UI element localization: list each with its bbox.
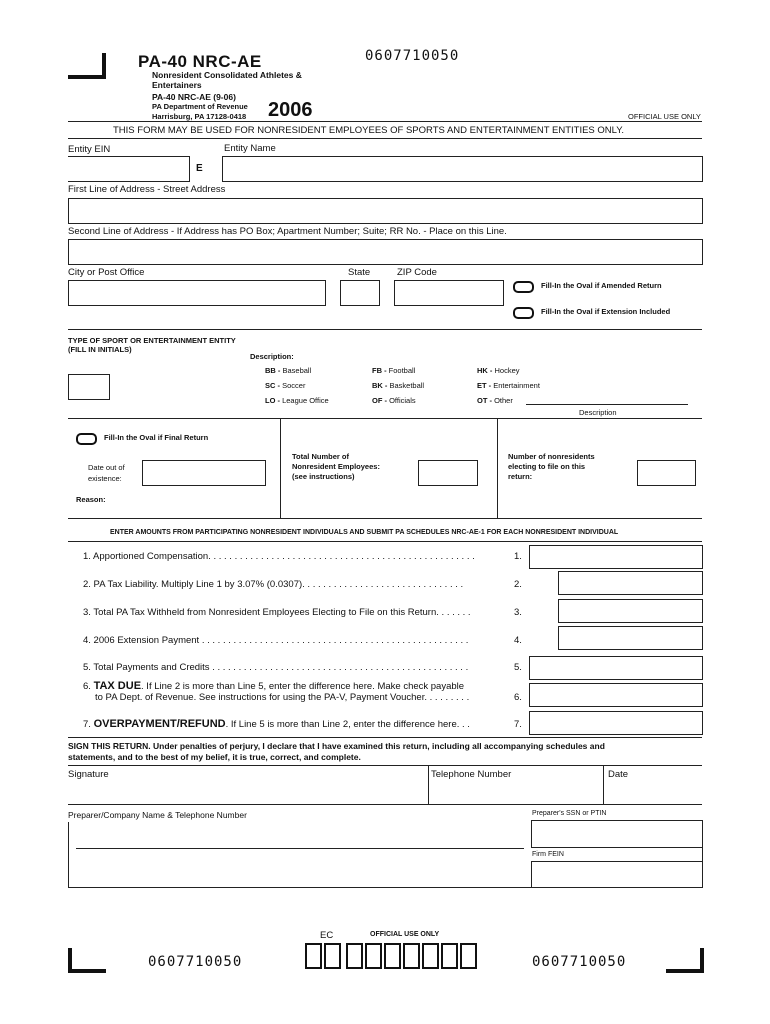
electing-label1: Number of nonresidents — [508, 452, 595, 461]
line1-amount-field[interactable] — [529, 545, 703, 569]
sign-box-top — [68, 765, 702, 766]
code-hockey: HK - Hockey — [477, 366, 520, 375]
preparer-label: Preparer/Company Name & Telephone Number — [68, 810, 247, 820]
official-use-box-5 — [422, 943, 439, 969]
total-nonres-label3: (see instructions) — [292, 472, 355, 481]
amended-return-label: Fill-In the Oval if Amended Return — [541, 281, 662, 290]
sport-initials-field[interactable] — [68, 374, 110, 400]
zip-label: ZIP Code — [397, 267, 437, 278]
ptin-field[interactable] — [531, 820, 703, 848]
official-use-box-3 — [384, 943, 401, 969]
line2-number: 2. — [514, 579, 522, 590]
line6-number: 6. — [514, 692, 522, 703]
section-rule-sport — [68, 329, 702, 330]
line4-number: 4. — [514, 635, 522, 646]
header-rule — [68, 121, 702, 122]
preparer-name-line — [76, 848, 524, 849]
line4-text: 4. 2006 Extension Payment . . . . . . . . . . . . . . . . . . . . . . . . . . . . . . . . . . . . . . . . . . . . . . . . . . . — [83, 635, 469, 646]
line7-number: 7. — [514, 719, 522, 730]
fein-field[interactable] — [531, 861, 703, 888]
other-description-line[interactable] — [526, 404, 688, 405]
notice-rule — [68, 138, 702, 139]
sport-heading: TYPE OF SPORT OR ENTERTAINMENT ENTITY — [68, 336, 236, 345]
telephone-label: Telephone Number — [431, 769, 512, 780]
sport-heading-sub: (FILL IN INITIALS) — [68, 345, 132, 354]
zip-field[interactable] — [394, 280, 504, 306]
code-basketball: BK - Basketball — [372, 381, 425, 390]
code-baseball: BB - Baseball — [265, 366, 312, 375]
code-soccer: SC - Soccer — [265, 381, 306, 390]
address1-field[interactable] — [68, 198, 703, 224]
code-football: FB - Football — [372, 366, 416, 375]
line1-number: 1. — [514, 551, 522, 562]
signature-divider-1 — [428, 765, 429, 804]
date-field[interactable] — [605, 780, 702, 802]
official-use-box-6 — [441, 943, 458, 969]
line6-text-cont: to PA Dept. of Revenue. See instructions for using the PA-V, Payment Voucher. . . . . . . . . — [95, 692, 470, 703]
line5-amount-field[interactable] — [529, 656, 703, 680]
scan-code-bottom-right: 0607710050 — [532, 954, 627, 970]
line5-number: 5. — [514, 662, 522, 673]
electing-label3: return: — [508, 472, 533, 481]
date-out-label1: Date out of — [88, 463, 125, 472]
address1-label: First Line of Address - Street Address — [68, 184, 226, 195]
sign-rule — [68, 737, 702, 738]
line3-number: 3. — [514, 607, 522, 618]
official-use-top: OFFICIAL USE ONLY — [628, 112, 701, 121]
reason-label: Reason: — [76, 495, 106, 504]
line7-text: 7. OVERPAYMENT/REFUND. If Line 5 is more than Line 2, enter the difference here. . . — [83, 718, 470, 730]
corner-mark-bottom-right — [666, 948, 704, 973]
line2-text: 2. PA Tax Liability. Multiply Line 1 by 3.07% (0.0307). . . . . . . . . . . . . . . . . . . . . . . . . . . . . . . — [83, 579, 464, 590]
ec-box-1 — [305, 943, 322, 969]
signature-label: Signature — [68, 769, 109, 780]
form-title-line2: Entertainers — [152, 80, 202, 90]
city-field[interactable] — [68, 280, 326, 306]
form-code: PA-40 NRC-AE — [138, 52, 262, 71]
telephone-field[interactable] — [430, 780, 601, 802]
entity-ein-label: Entity EIN — [68, 144, 111, 155]
scan-code-top: 0607710050 — [365, 48, 460, 64]
tax-year: 2006 — [268, 99, 313, 121]
ec-box-2 — [324, 943, 341, 969]
status-divider-2 — [497, 418, 498, 518]
amounts-rule — [68, 541, 702, 542]
line3-text: 3. Total PA Tax Withheld from Nonresident Employees Electing to File on this Return. . . . . . . — [83, 607, 471, 618]
official-use-box-2 — [365, 943, 382, 969]
status-rule-top — [68, 418, 702, 419]
sign-box-bottom — [68, 804, 702, 805]
line5-text: 5. Total Payments and Credits . . . . . . . . . . . . . . . . . . . . . . . . . . . . . . . . . . . . . . . . . . . . . . . . . — [83, 662, 469, 673]
corner-mark-bottom-left — [68, 948, 106, 973]
sign-statement2: statements, and to the best of my belief, it is true, correct, and complete. — [68, 752, 361, 762]
line4-amount-field[interactable] — [558, 626, 703, 650]
code-other: OT - Other — [477, 396, 513, 405]
signature-divider-2 — [603, 765, 604, 804]
ec-label: EC — [320, 930, 334, 941]
department-name: PA Department of Revenue — [152, 102, 248, 111]
form-version: PA-40 NRC-AE (9-06) — [152, 92, 236, 102]
entity-ein-field[interactable] — [68, 156, 190, 182]
amounts-instruction: ENTER AMOUNTS FROM PARTICIPATING NONRESIDENT INDIVIDUALS AND SUBMIT PA SCHEDULES NRC-AE-1 FOR EACH NONRESIDENT INDIVIDUAL — [110, 529, 619, 536]
state-field[interactable] — [340, 280, 380, 306]
official-use-box-1 — [346, 943, 363, 969]
electing-field[interactable] — [637, 460, 696, 486]
final-return-label: Fill-In the Oval if Final Return — [104, 433, 209, 442]
line3-amount-field[interactable] — [558, 599, 703, 623]
ptin-label: Preparer's SSN or PTIN — [532, 810, 607, 817]
scan-code-bottom-left: 0607710050 — [148, 954, 243, 970]
line2-amount-field[interactable] — [558, 571, 703, 595]
status-divider-1 — [280, 418, 281, 518]
official-use-bottom: OFFICIAL USE ONLY — [370, 931, 440, 938]
address2-field[interactable] — [68, 239, 703, 265]
official-use-box-4 — [403, 943, 420, 969]
total-nonres-label1: Total Number of — [292, 452, 349, 461]
official-use-box-7 — [460, 943, 477, 969]
final-return-oval[interactable] — [76, 433, 97, 445]
date-out-field[interactable] — [142, 460, 266, 486]
entity-name-label: Entity Name — [224, 143, 276, 154]
description-label: Description: — [250, 352, 294, 361]
date-out-label2: existence: — [88, 474, 122, 483]
address2-label: Second Line of Address - If Address has PO Box; Apartment Number; Suite; RR No. - Place on this Line. — [68, 226, 507, 237]
sign-statement1: SIGN THIS RETURN. Under penalties of perjury, I declare that I have examined this return, including all accompanying schedules and — [68, 741, 605, 751]
status-rule-bottom — [68, 518, 702, 519]
electing-label2: electing to file on this — [508, 462, 586, 471]
city-label: City or Post Office — [68, 267, 145, 278]
code-entertainment: ET - Entertainment — [477, 381, 540, 390]
extension-label: Fill-In the Oval if Extension Included — [541, 307, 671, 316]
total-nonres-label2: Nonresident Employees: — [292, 462, 380, 471]
line7-amount-field[interactable] — [529, 711, 703, 735]
entity-ein-suffix: E — [196, 163, 203, 174]
code-league-office: LO - League Office — [265, 396, 329, 405]
signature-field[interactable] — [68, 780, 426, 802]
line6-amount-field[interactable] — [529, 683, 703, 707]
state-label: State — [348, 267, 371, 278]
other-description-label: Description — [579, 408, 617, 417]
corner-mark-top-left — [68, 53, 106, 79]
total-nonres-field[interactable] — [418, 460, 478, 486]
entity-name-field[interactable] — [222, 156, 703, 182]
date-label: Date — [608, 769, 629, 780]
form-title-line1: Nonresident Consolidated Athletes & — [152, 70, 302, 80]
line6-text: 6. TAX DUE. If Line 2 is more than Line 5, enter the difference here. Make check payable — [83, 680, 465, 692]
department-address: Harrisburg, PA 17128-0418 — [152, 112, 247, 121]
amended-return-oval[interactable] — [513, 281, 534, 293]
form-notice: THIS FORM MAY BE USED FOR NONRESIDENT EMPLOYEES OF SPORTS AND ENTERTAINMENT ENTITIES ONLY. — [113, 125, 624, 136]
fein-label: Firm FEIN — [532, 851, 564, 858]
extension-oval[interactable] — [513, 307, 534, 319]
code-officials: OF - Officials — [372, 396, 416, 405]
line1-text: 1. Apportioned Compensation. . . . . . . . . . . . . . . . . . . . . . . . . . . . . . . . . . . . . . . . . . . . . . . . . . . — [83, 551, 475, 562]
